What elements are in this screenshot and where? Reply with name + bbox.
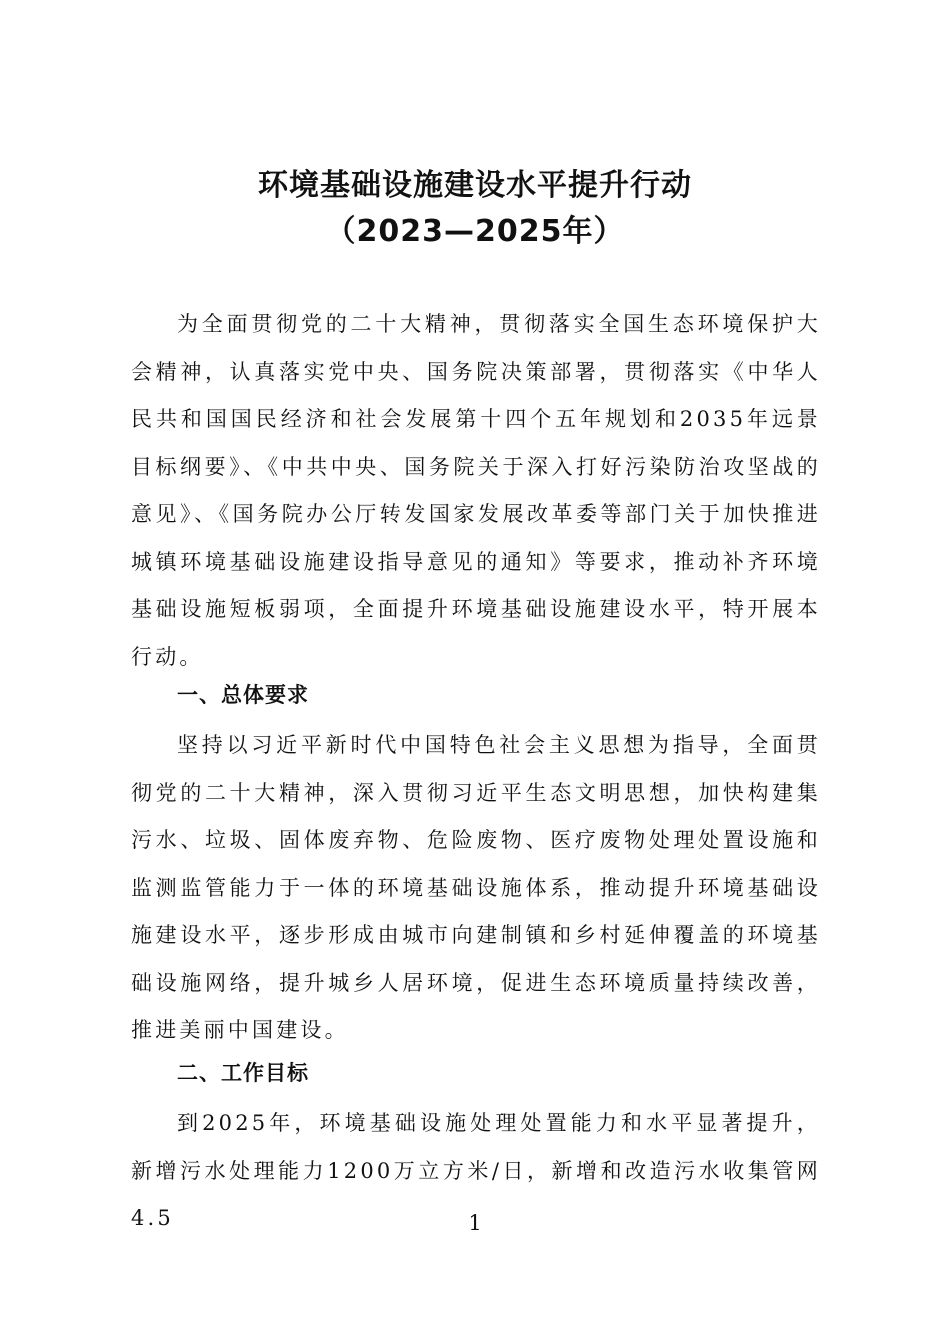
- general-requirements-paragraph: 坚持以习近平新时代中国特色社会主义思想为指导，全面贯彻党的二十大精神，深入贯彻习近平生态文明思想，加快构建集污水、垃圾、固体废弃物、危险废物、医疗废物处理处置设施和监测监管能力于一体的环境基础设施体系，推动提升环境基础设施建设水平，逐步形成由城市向建制镇和乡村延伸覆盖的环境基础设施网络，提升城乡人居环境，促进生态环境质量持续改善，推进美丽中国建设。: [131, 733, 821, 1042]
- intro-paragraph: 为全面贯彻党的二十大精神，贯彻落实全国生态环境保护大会精神，认真落实党中央、国务院决策部署，贯彻落实《中华人民共和国国民经济和社会发展第十四个五年规划和2035年远景目标纲要》、《中共中央、国务院关于深入打好污染防治攻坚战的意见》、《国务院办公厅转发国家发展改革委等部门关于加快推进城镇环境基础设施建设指导意见的通知》等要求，推动补齐环境基础设施短板弱项，全面提升环境基础设施建设水平，特开展本行动。: [131, 312, 821, 669]
- document-title: 环境基础设施建设水平提升行动: [258, 168, 692, 203]
- work-objectives-paragraph: 到2025年，环境基础设施处理处置能力和水平显著提升，新增污水处理能力1200万立方米/日，新增和改造污水收集管网4.5: [131, 1111, 821, 1230]
- section-heading-work-objectives: 二、工作目标: [177, 1061, 309, 1085]
- page-number: 1: [468, 1211, 482, 1235]
- document-subtitle: （2023—2025年）: [325, 214, 625, 249]
- section-heading-general-requirements: 一、总体要求: [177, 683, 309, 707]
